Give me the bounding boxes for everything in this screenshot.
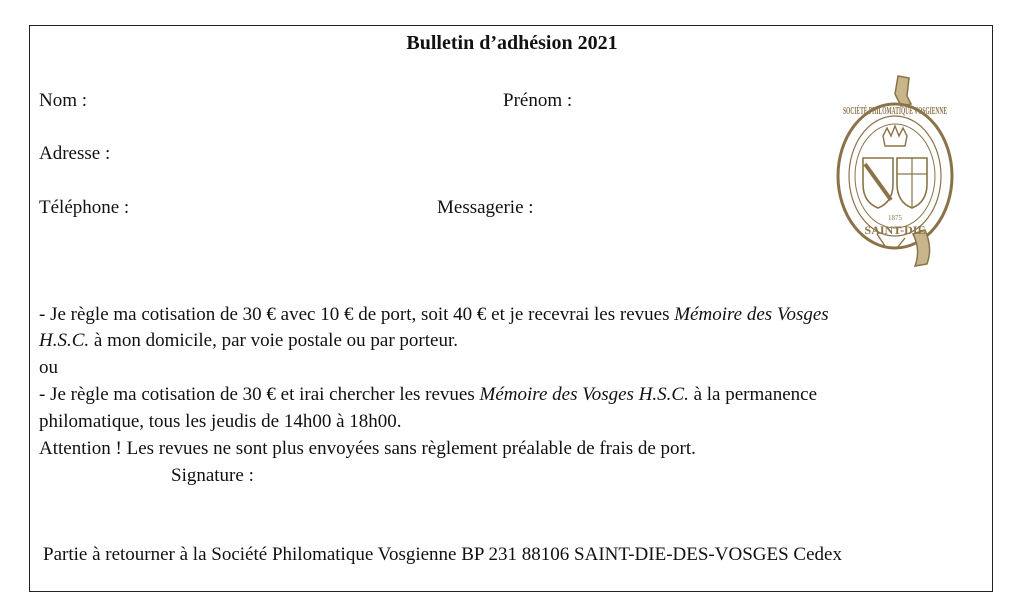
field-label-telephone: Téléphone : xyxy=(39,197,130,218)
field-label-messagerie: Messagerie : xyxy=(437,197,534,218)
attention-notice: Attention ! Les revues ne sont plus envoyées sans règlement préalable de frais de port. xyxy=(39,438,696,459)
seal-year: 1875 xyxy=(888,214,902,222)
field-label-nom: Nom : xyxy=(39,90,88,111)
field-label-prenom: Prénom : xyxy=(503,90,573,111)
membership-form xyxy=(29,25,993,592)
journal-title: H.S.C. xyxy=(39,330,90,351)
society-seal-logo xyxy=(835,74,955,270)
journal-title: Mémoire des Vosges xyxy=(674,304,829,325)
option1-line2: H.S.C. à mon domicile, par voie postale ou par porteur. xyxy=(39,330,458,351)
option2-line2: philomatique, tous les jeudis de 14h00 à 18h00. xyxy=(39,411,402,432)
return-address: Partie à retourner à la Société Philomatique Vosgienne BP 231 88106 SAINT-DIE-DES-VOSGES Cedex xyxy=(43,544,842,565)
journal-title: Mémoire des Vosges H.S.C. xyxy=(479,384,689,405)
signature-label: Signature : xyxy=(171,465,254,486)
option1-line1: - Je règle ma cotisation de 30 € avec 10 € de port, soit 40 € et je recevrai les revues Mémoire des Vosges xyxy=(39,304,829,325)
seal-legend: SOCIÉTÉ PHILOMATIQUE VOSGIENNE xyxy=(843,105,947,117)
form-title: Bulletin d’adhésion 2021 xyxy=(406,32,618,54)
or-separator: ou xyxy=(39,357,58,378)
seal-town: SAINT-DIÉ xyxy=(864,223,926,237)
field-label-adresse: Adresse : xyxy=(39,143,111,164)
option2-line1: - Je règle ma cotisation de 30 € et irai chercher les revues Mémoire des Vosges H.S.C. à la permanence xyxy=(39,384,818,405)
